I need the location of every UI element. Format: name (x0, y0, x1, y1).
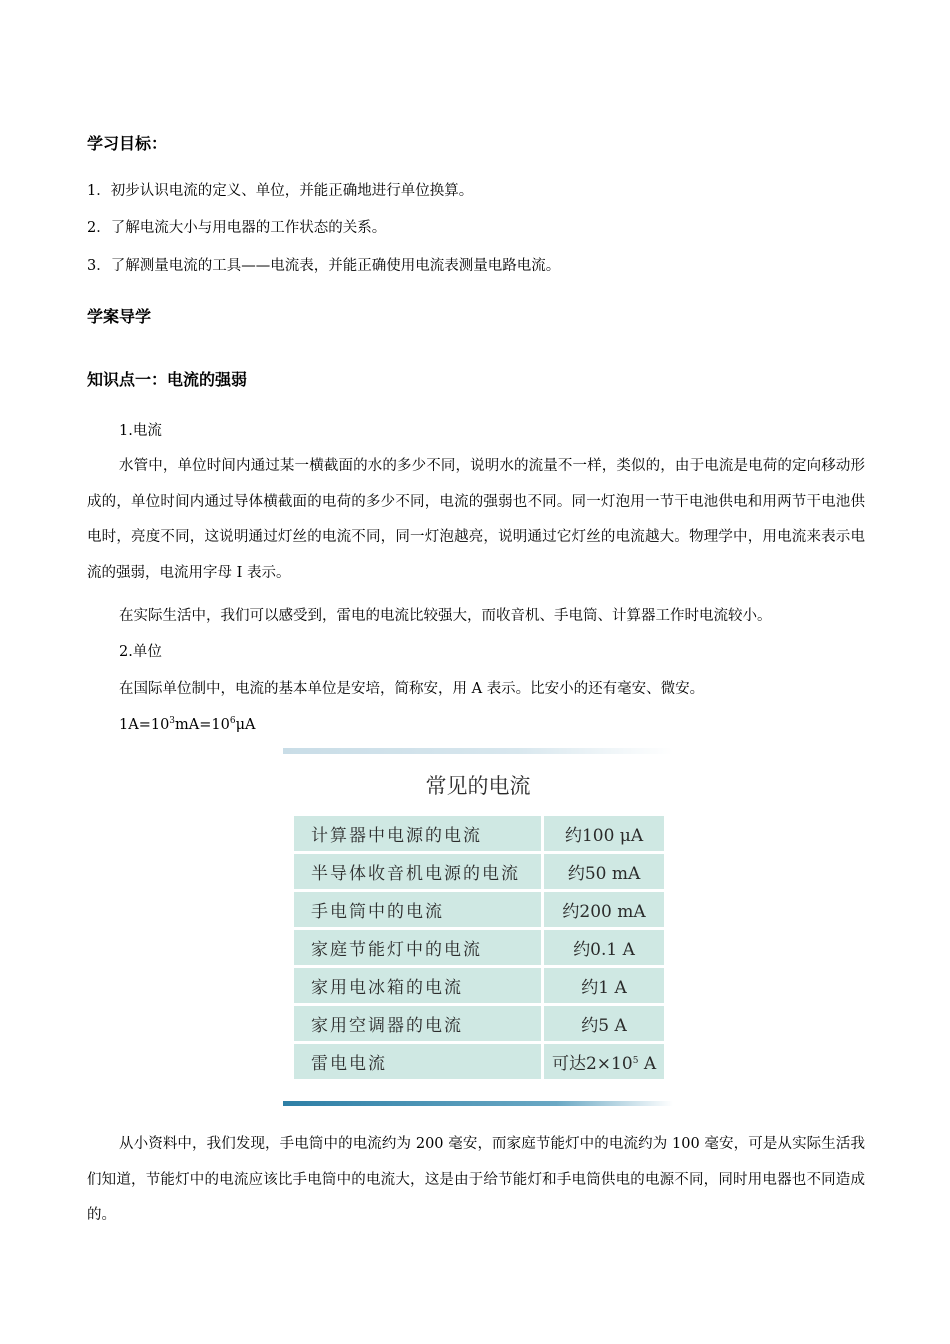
knowledge-point-heading: 知识点一：电流的强弱 (87, 370, 248, 389)
objective-item: 3．了解测量电流的工具——电流表，并能正确使用电流表测量电路电流。 (87, 258, 561, 274)
paragraph-current-definition: 水管中，单位时间内通过某一横截面的水的多少不同，说明水的流量不一样，类似的，由于电流是电荷的定向移动形成的，单位时间内通过导体横截面的电荷的多少不同，电流的强弱也不同。同一灯泡用一节干电池供电和用两节干电池供电时，亮度不同，这说明通过灯丝的电流不同，同一灯泡越亮，说明通过它灯丝的电流越大。物理学中，用电流来表示电流的强弱，电流用字母 I 表示。 (87, 458, 865, 581)
figure-top-bar (283, 748, 673, 754)
table-row (294, 1044, 664, 1079)
current-value: 约200 mA (541, 892, 664, 927)
current-value: 约5 A (541, 1006, 664, 1041)
common-currents-table (294, 813, 664, 1082)
paragraph-unit: 在国际单位制中，电流的基本单位是安培，简称安，用 A 表示。比安小的还有毫安、微安。 (119, 681, 705, 697)
table-row (294, 816, 664, 851)
guide-heading: 学案导学 (87, 307, 152, 326)
device-name: 手电筒中的电流 (294, 892, 541, 927)
objective-item: 2．了解电流大小与用电器的工作状态的关系。 (87, 220, 387, 236)
device-name: 家用空调器的电流 (294, 1006, 541, 1041)
device-name: 家庭节能灯中的电流 (294, 930, 541, 965)
common-currents-figure (283, 748, 673, 1110)
subheading-unit: 2.单位 (119, 644, 162, 660)
objective-item: 1．初步认识电流的定义、单位，并能正确地进行单位换算。 (87, 183, 474, 199)
paragraph-daily-life: 在实际生活中，我们可以感受到，雷电的电流比较强大，而收音机、手电筒、计算器工作时电流较小。 (119, 608, 772, 624)
device-name: 半导体收音机电源的电流 (294, 854, 541, 889)
table-row (294, 892, 664, 927)
current-value: 约100 μA (541, 816, 664, 851)
current-value: 约0.1 A (541, 930, 664, 965)
unit-conversion-formula: $1A=10^3mA=10^6\mu A$ (119, 716, 256, 733)
subheading-current: 1.电流 (119, 423, 162, 439)
current-value: 可达$2\times 10^5$ A (541, 1044, 664, 1079)
table-row (294, 968, 664, 1003)
objectives-heading: 学习目标： (87, 134, 168, 153)
table-row (294, 854, 664, 889)
table-row (294, 1006, 664, 1041)
device-name: 计算器中电源的电流 (294, 816, 541, 851)
table-row (294, 930, 664, 965)
current-value: 约1 A (541, 968, 664, 1003)
paragraph-analysis: 从小资料中，我们发现，手电筒中的电流约为 200 毫安，而家庭节能灯中的电流约为 100 毫安，可是从实际生活我们知道，节能灯中的电流应该比手电筒中的电流大，这是由于给节能灯和手电筒供电的电源不同，同时用电器也不同造成的。 (87, 1136, 865, 1223)
figure-title: 常见的电流 (425, 774, 531, 798)
figure-bottom-bar (283, 1101, 673, 1106)
device-name: 家用电冰箱的电流 (294, 968, 541, 1003)
device-name: 雷电电流 (294, 1044, 541, 1079)
current-value: 约50 mA (541, 854, 664, 889)
